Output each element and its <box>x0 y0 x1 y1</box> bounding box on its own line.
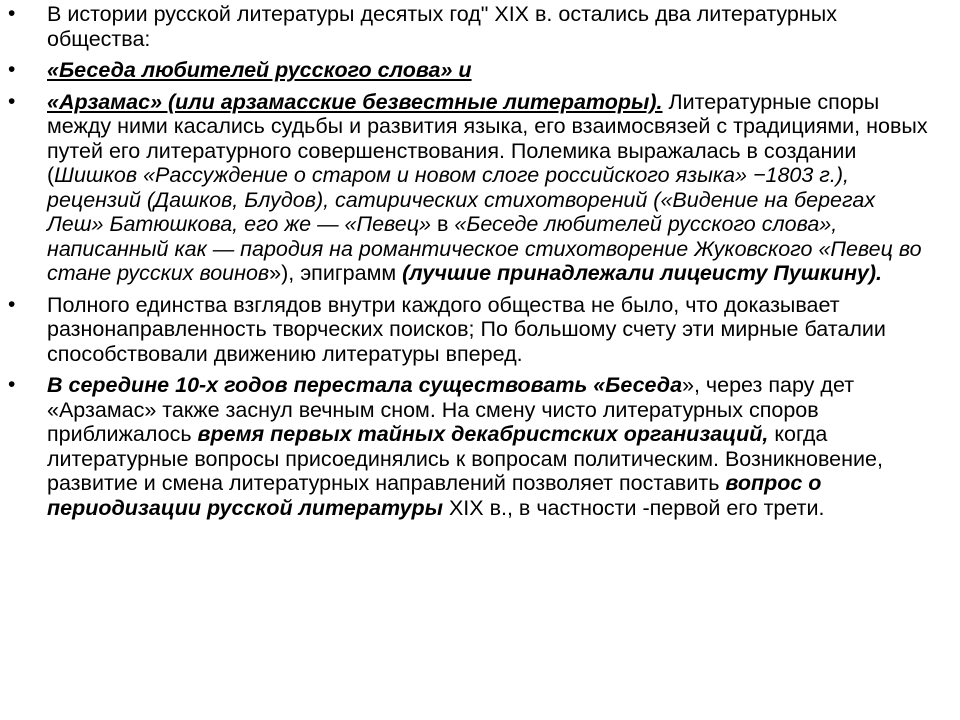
bullet-dot-icon: • <box>8 373 16 396</box>
text-run: Шишков «Рассуждение о старом и новом слоге российского языка» −1803 г.), рецензий (Дашков, Блудов), сатирических стихотворений («Видение на берегах Леш» Батюшкова, его же — «Певец» <box>47 163 876 236</box>
text-run: время первых тайных декабристских организаций, <box>197 422 769 446</box>
bullet-dot-icon: • <box>8 292 16 316</box>
text-run: в <box>431 212 455 236</box>
bullet-list <box>0 2 932 520</box>
bullet-dot-icon: • <box>8 89 16 113</box>
text-run: В середине 10-х годов перестала существовать «Беседа <box>47 373 683 397</box>
text-run: XIX в., в частности -первой его трети. <box>442 495 825 520</box>
text-run: «Беседа любителей русского слова» и <box>47 58 472 82</box>
bullet-dot-icon: • <box>8 58 16 81</box>
list-item <box>0 2 932 51</box>
text-run: »), эпиграмм <box>269 261 403 285</box>
bullet-dot-icon: • <box>8 2 16 25</box>
text-run: Литературные споры между ними касались судьбы и развития языка, его взаимосвязей с традициями, новых путей его литературного совершенствования. Полемика выражалась в создании ( <box>47 89 928 187</box>
text-run: вопрос о периодизации русской литературы <box>47 471 822 520</box>
list-item <box>0 90 932 286</box>
text-run: (лучшие принадлежали лицеисту Пушкину). <box>402 261 883 285</box>
text-run: », через пару дет «Арзамас» также заснул вечным сном. На смену чисто литературных споров приближалось <box>47 373 855 446</box>
list-item <box>0 58 932 83</box>
text-run: Полного единства взглядов внутри каждого общества не было, что доказывает разнонаправленность творческих поисков; По большому счету эти мирные баталии способствовали движению литературы вперед. <box>47 292 886 366</box>
list-item <box>0 293 932 367</box>
text-run: В истории русской литературы десятых год" XIX в. остались два литературных общества: <box>47 2 837 51</box>
list-item <box>0 373 932 520</box>
text-run: «Арзамас» (или арзамасские безвестные литераторы). <box>47 89 663 114</box>
text-run: когда литературные вопросы присоединялись к вопросам политическим. Возникновение, развитие и смена литературных направлений позволяет поставить <box>47 422 883 495</box>
text-run: «Беседе любителей русского слова», написанный как — пародия на романтическое стихотворение Жуковского «Певец во стане русских воинов <box>47 212 922 285</box>
